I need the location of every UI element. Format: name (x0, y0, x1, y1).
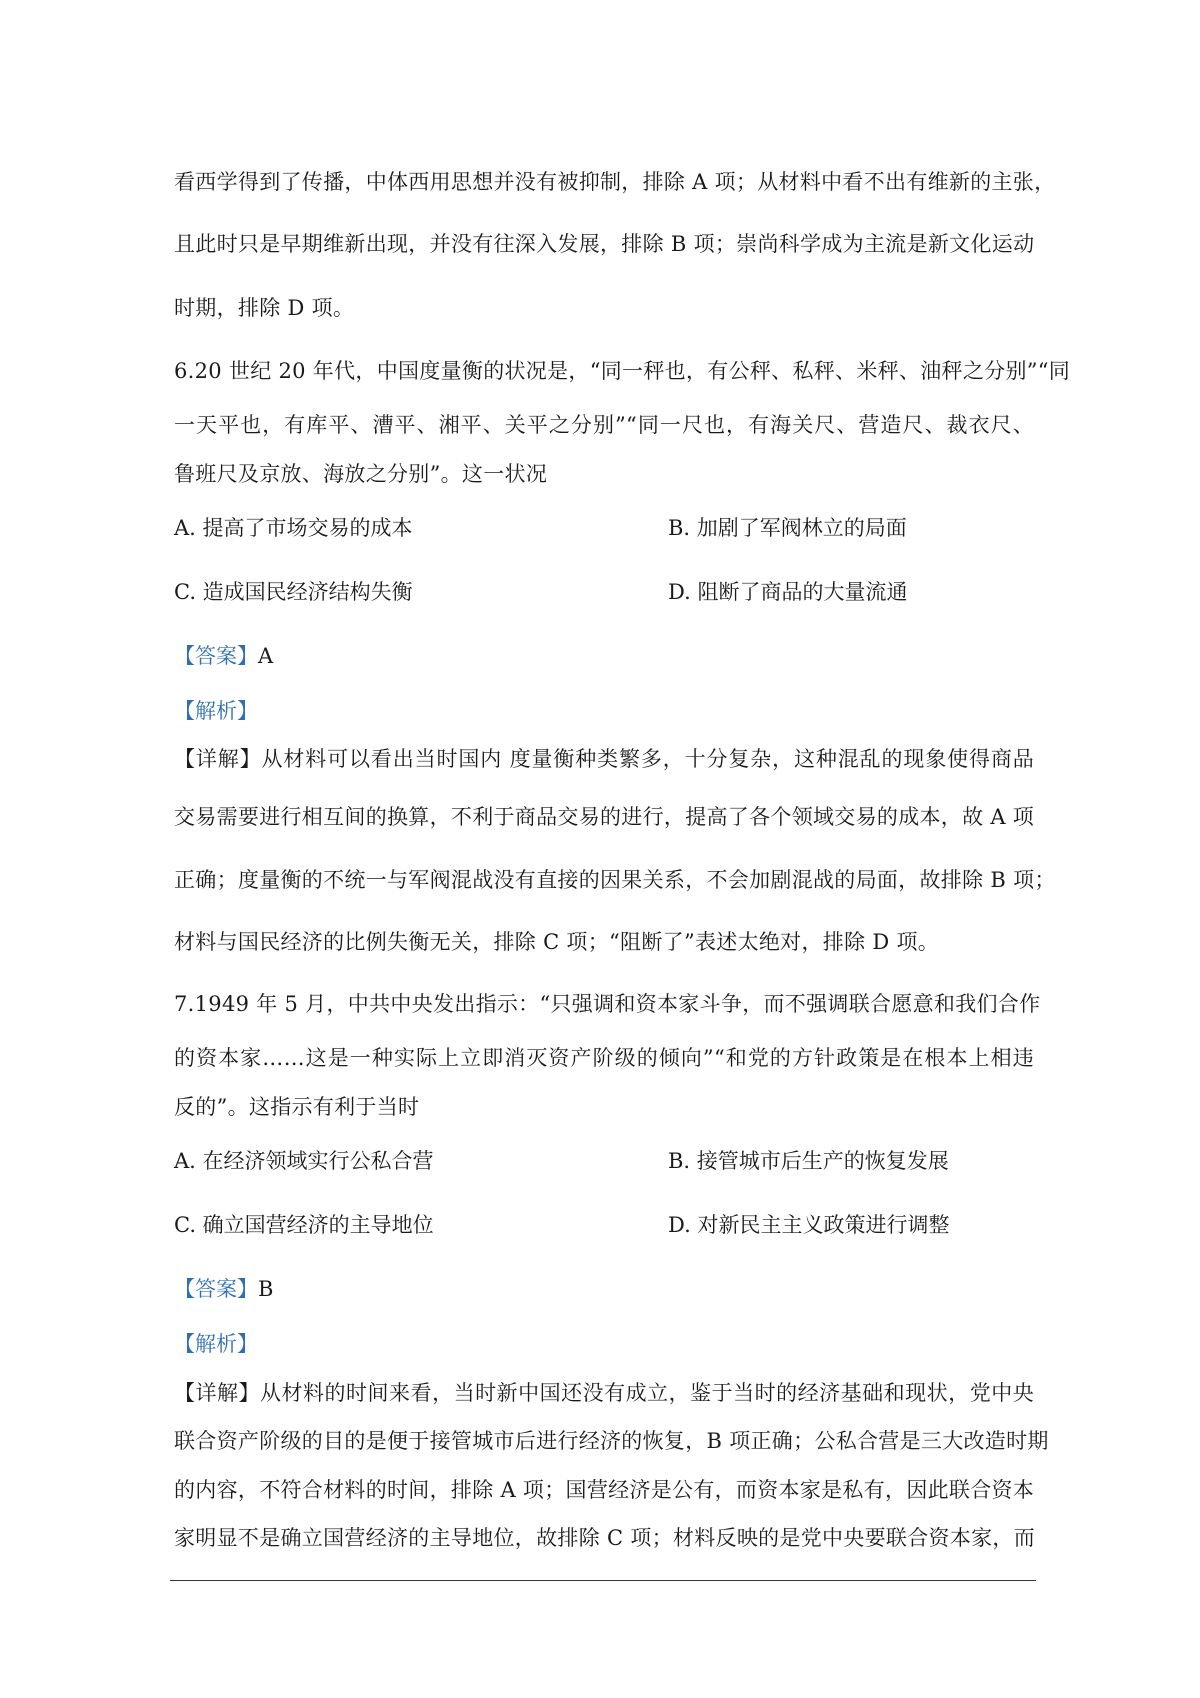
q7-answer-row (174, 1273, 273, 1303)
q6-analysis-tag (174, 695, 258, 725)
q7-analysis-tag (174, 1328, 258, 1358)
q7-stem-line-2: 的资本家……这是一种实际上立即消灭资产阶级的倾向”“和党的方针政策是在根本上相违 (174, 1046, 1034, 1070)
q7-option-a: A. 在经济领域实行公私合营 (174, 1149, 434, 1173)
q6-stem-line-1: 6.20 世纪 20 年代，中国度量衡的状况是，“同一秤也，有公秤、私秤、米秤、油秤之分别”“同 (174, 359, 1071, 383)
prev-explanation-line-1: 看西学得到了传播，中体西用思想并没有被抑制，排除 A 项；从材料中看不出有维新的主张， (174, 170, 1056, 194)
q6-answer-row (174, 640, 273, 670)
q7-answer-value: B (258, 1277, 274, 1301)
q7-detail-line-3: 的内容，不符合材料的时间，排除 A 项；国营经济是公有，而资本家是私有，因此联合资本 (174, 1478, 1035, 1502)
q6-option-b: B. 加剧了军阀林立的局面 (668, 516, 907, 540)
q6-answer-tag: 【答案】 (174, 644, 258, 668)
q6-analysis-label: 【解析】 (174, 699, 258, 723)
q6-option-d: D. 阻断了商品的大量流通 (668, 580, 908, 604)
q6-stem-line-2: 一天平也，有库平、漕平、湘平、关平之分别”“同一尺也，有海关尺、营造尺、裁衣尺、 (174, 413, 1034, 437)
q6-stem-line-3: 鲁班尺及京放、海放之分别”。这一状况 (174, 462, 548, 486)
q6-detail-line-2: 交易需要进行相互间的换算，不利于商品交易的进行，提高了各个领域交易的成本，故 A 项 (174, 805, 1035, 829)
q7-stem-line-3: 反的”。这指示有利于当时 (174, 1095, 420, 1119)
q7-option-b: B. 接管城市后生产的恢复发展 (668, 1149, 949, 1173)
q7-detail-line-2: 联合资产阶级的目的是便于接管城市后进行经济的恢复，B 项正确；公私合营是三大改造时期 (174, 1429, 1049, 1453)
q6-answer-value: A (258, 644, 274, 668)
q7-detail-tag: 【详解】 (174, 1381, 261, 1405)
q7-option-c: C. 确立国营经济的主导地位 (174, 1213, 434, 1237)
q6-detail-text-1: 从材料可以看出当时国内 度量衡种类繁多，十分复杂，这种混乱的现象使得商品 (261, 747, 1034, 771)
q7-answer-tag: 【答案】 (174, 1277, 258, 1301)
q7-stem-line-1: 7.1949 年 5 月，中共中央发出指示：“只强调和资本家斗争，而不强调联合愿意和我们合作 (174, 992, 1041, 1016)
q6-detail-line-4: 材料与国民经济的比例失衡无关，排除 C 项；“阻断了”表述太绝对，排除 D 项。 (174, 930, 940, 954)
q6-detail-line-1 (174, 743, 1034, 773)
q6-detail-tag: 【详解】 (174, 747, 262, 771)
q6-option-c: C. 造成国民经济结构失衡 (174, 580, 413, 604)
q6-option-a: A. 提高了市场交易的成本 (174, 516, 413, 540)
prev-explanation-line-2: 且此时只是早期维新出现，并没有往深入发展，排除 B 项；崇尚科学成为主流是新文化运动 (174, 232, 1035, 256)
q6-detail-line-3: 正确；度量衡的不统一与军阀混战没有直接的因果关系，不会加剧混战的局面，故排除 B 项； (174, 868, 1056, 892)
q7-detail-line-1 (174, 1377, 1034, 1407)
q7-analysis-label: 【解析】 (174, 1332, 258, 1356)
footer-divider (170, 1580, 1036, 1581)
q7-detail-line-4: 家明显不是确立国营经济的主导地位，故排除 C 项；材料反映的是党中央要联合资本家，而 (174, 1526, 1036, 1550)
prev-explanation-line-3: 时期，排除 D 项。 (174, 296, 355, 320)
q7-detail-text-1: 从材料的时间来看，当时新中国还没有成立，鉴于当时的经济基础和现状，党中央 (260, 1381, 1035, 1405)
q7-option-d: D. 对新民主主义政策进行调整 (668, 1213, 950, 1237)
